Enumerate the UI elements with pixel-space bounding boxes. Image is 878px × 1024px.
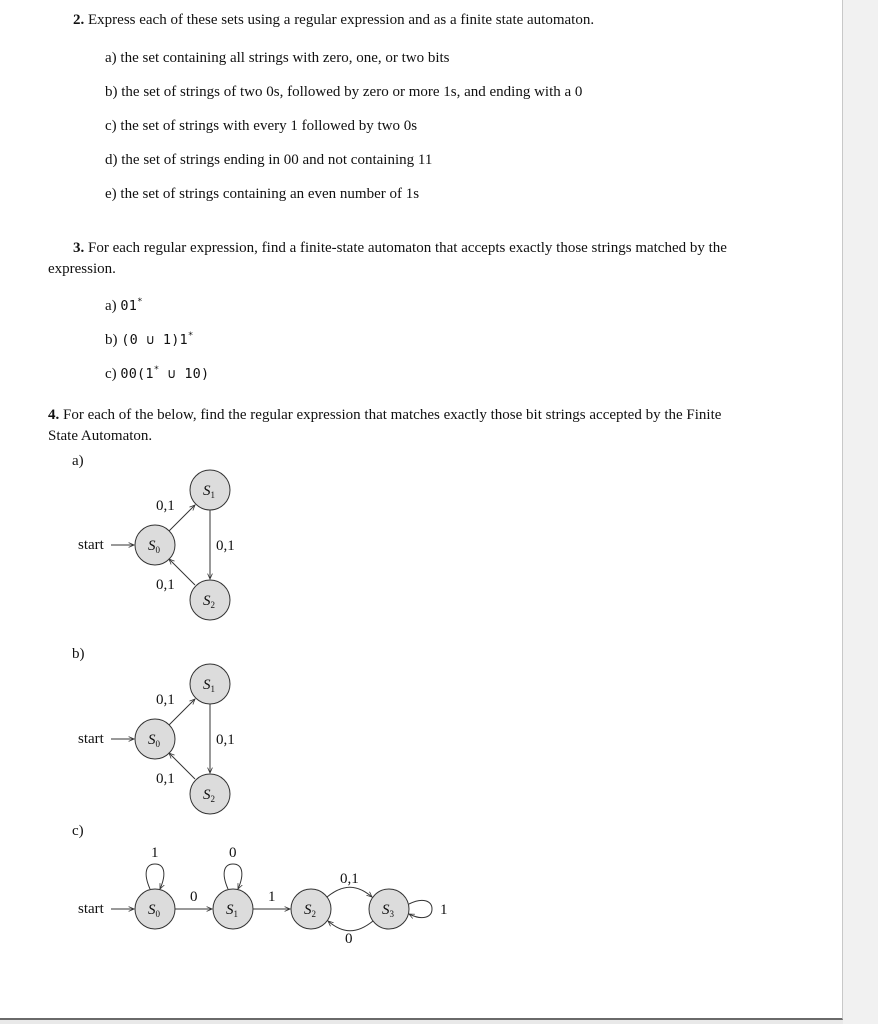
regex-body: 00(1 xyxy=(120,366,154,382)
edge-s2-s3 xyxy=(327,887,372,897)
state-s0-label: $S_0$ xyxy=(148,902,160,919)
edge-label: 0,1 xyxy=(156,771,175,787)
state-s0-label: $S_0$ xyxy=(148,538,160,555)
state-s2-label: $S_2$ xyxy=(203,593,215,610)
edge-label: 1 xyxy=(268,889,276,905)
regex-body: 01 xyxy=(120,298,138,314)
edge-label: 1 xyxy=(440,902,448,918)
q2-prompt: Express each of these sets using a regular expression and as a finite state automaton. xyxy=(88,12,595,28)
start-label: start xyxy=(78,537,104,553)
item-text: the set of strings with every 1 followed by two 0s xyxy=(120,118,418,134)
item-label: a) xyxy=(105,298,117,314)
item-label: e) xyxy=(105,186,117,202)
item-label: c) xyxy=(105,366,117,382)
item-label: c) xyxy=(105,118,117,134)
edge-label: 0 xyxy=(229,845,237,861)
q3-number: 3. xyxy=(73,240,85,256)
state-s2-label: $S_2$ xyxy=(203,787,215,804)
kleene-star: * xyxy=(187,331,194,341)
q4-number: 4. xyxy=(48,407,60,423)
edge-s3-s2 xyxy=(328,921,373,931)
item-label: d) xyxy=(105,152,118,168)
self-loop-s0 xyxy=(146,864,164,889)
state-s3-label: $S_3$ xyxy=(382,902,394,919)
item-text: the set of strings ending in 00 and not containing 11 xyxy=(121,152,433,168)
item-label: b) xyxy=(105,332,118,348)
edge-label: 0,1 xyxy=(156,577,175,593)
kleene-star: * xyxy=(137,297,143,307)
kleene-star: * xyxy=(153,365,160,375)
diagram-c-label: c) xyxy=(72,823,84,839)
diagram-a-label: a) xyxy=(72,453,84,469)
state-s1-label: $S_1$ xyxy=(203,483,215,500)
edge-label: 0 xyxy=(190,889,198,905)
edge-label: 0,1 xyxy=(216,732,235,748)
item-label: b) xyxy=(105,84,118,100)
state-s1-label: $S_1$ xyxy=(203,677,215,694)
regex-body: (0 ∪ 1)1 xyxy=(121,332,188,348)
q2-number: 2. xyxy=(73,12,85,28)
item-text: the set of strings of two 0s, followed by zero or more 1s, and ending with a 0 xyxy=(121,84,583,100)
state-s0-label: $S_0$ xyxy=(148,732,160,749)
edge-label: 0,1 xyxy=(216,538,235,554)
edge-label: 0 xyxy=(345,931,353,947)
item-label: a) xyxy=(105,50,117,66)
state-s1-label: $S_1$ xyxy=(226,902,238,919)
q3-prompt-line2: expression. xyxy=(48,261,116,277)
diagram-b-label: b) xyxy=(72,646,85,662)
regex-tail: ∪ 10) xyxy=(159,366,210,382)
item-text: the set of strings containing an even number of 1s xyxy=(120,186,420,202)
item-text: the set containing all strings with zero, one, or two bits xyxy=(120,50,450,66)
q4-prompt-line2: State Automaton. xyxy=(48,428,153,444)
edge-label: 0,1 xyxy=(340,871,359,887)
self-loop-s3 xyxy=(409,900,432,917)
edge-label: 0,1 xyxy=(156,498,175,514)
start-label: start xyxy=(78,901,104,917)
edge-label: 0,1 xyxy=(156,692,175,708)
q4-prompt-line1: For each of the below, find the regular expression that matches exactly those bit strings accepted by the Finite xyxy=(63,407,722,423)
start-label: start xyxy=(78,731,104,747)
scrollbar-track[interactable] xyxy=(843,0,878,1024)
q3-prompt-line1: For each regular expression, find a finite-state automaton that accepts exactly those strings matched by the xyxy=(88,240,727,256)
self-loop-s1 xyxy=(224,864,242,889)
state-s2-label: $S_2$ xyxy=(304,902,316,919)
edge-label: 1 xyxy=(151,845,159,861)
